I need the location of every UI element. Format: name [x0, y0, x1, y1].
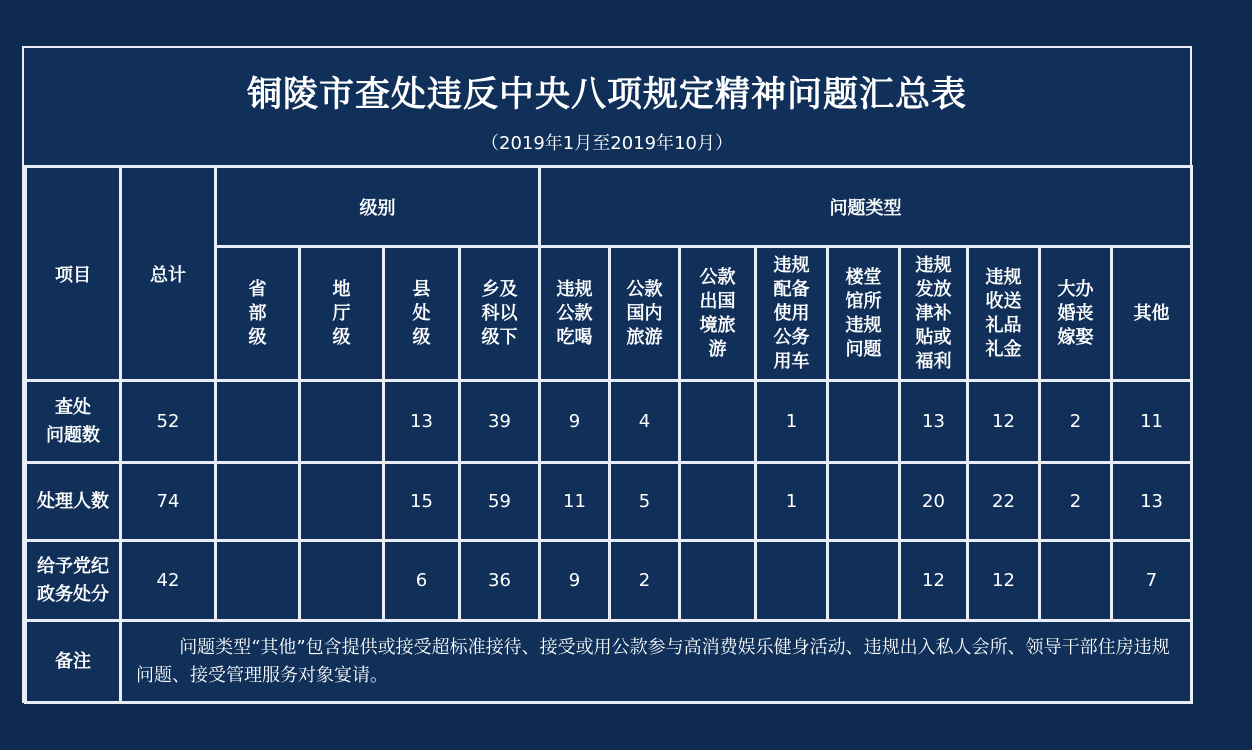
row-label: 查处 问题数 — [26, 381, 121, 463]
header-item: 项目 — [26, 167, 121, 381]
header-type-group: 问题类型 — [540, 167, 1192, 247]
type-cell: 2 — [610, 541, 680, 621]
type-cell: 9 — [540, 381, 610, 463]
header-level-3: 乡及 科以 级下 — [460, 247, 540, 381]
row-total-cell: 74 — [121, 463, 216, 541]
summary-table — [24, 165, 1193, 704]
type-cell: 7 — [1112, 541, 1192, 621]
header-type-1: 公款 国内 旅游 — [610, 247, 680, 381]
type-cell — [680, 541, 756, 621]
level-cell — [300, 463, 384, 541]
type-cell: 1 — [756, 381, 828, 463]
note-text: 问题类型“其他”包含提供或接受超标准接待、接受或用公款参与高消费娱乐健身活动、违规出入私人会所、领导干部住房违规问题、接受管理服务对象宴请。 — [121, 621, 1192, 703]
note-label: 备注 — [26, 621, 121, 703]
level-cell: 15 — [384, 463, 460, 541]
type-cell — [680, 463, 756, 541]
header-level-1: 地 厅 级 — [300, 247, 384, 381]
type-cell — [756, 541, 828, 621]
row-label: 处理人数 — [26, 463, 121, 541]
level-cell — [300, 381, 384, 463]
summary-table-frame — [22, 46, 1192, 703]
row-total-cell: 42 — [121, 541, 216, 621]
level-cell — [216, 463, 300, 541]
type-cell: 13 — [1112, 463, 1192, 541]
type-cell: 11 — [540, 463, 610, 541]
table-title: 铜陵市查处违反中央八项规定精神问题汇总表 — [246, 75, 967, 115]
header-level-group: 级别 — [216, 167, 540, 247]
level-cell: 6 — [384, 541, 460, 621]
type-cell: 9 — [540, 541, 610, 621]
level-cell: 59 — [460, 463, 540, 541]
table-subtitle: （2019年1月至2019年10月） — [481, 133, 733, 154]
type-cell: 2 — [1040, 463, 1112, 541]
header-type-3: 违规 配备 使用 公务 用车 — [756, 247, 828, 381]
type-cell: 11 — [1112, 381, 1192, 463]
header-type-5: 违规 发放 津补 贴或 福利 — [900, 247, 968, 381]
row-total-cell: 52 — [121, 381, 216, 463]
row-label: 给予党纪 政务处分 — [26, 541, 121, 621]
type-cell — [828, 463, 900, 541]
header-total: 总计 — [121, 167, 216, 381]
header-type-0: 违规 公款 吃喝 — [540, 247, 610, 381]
type-cell: 20 — [900, 463, 968, 541]
level-cell: 13 — [384, 381, 460, 463]
header-level-0: 省 部 级 — [216, 247, 300, 381]
level-cell: 36 — [460, 541, 540, 621]
type-cell: 2 — [1040, 381, 1112, 463]
title-block — [24, 48, 1190, 168]
type-cell — [828, 541, 900, 621]
type-cell: 13 — [900, 381, 968, 463]
type-cell: 4 — [610, 381, 680, 463]
header-type-4: 楼堂 馆所 违规 问题 — [828, 247, 900, 381]
type-cell — [1040, 541, 1112, 621]
type-cell: 12 — [968, 381, 1040, 463]
level-cell: 39 — [460, 381, 540, 463]
header-type-6: 违规 收送 礼品 礼金 — [968, 247, 1040, 381]
type-cell — [680, 381, 756, 463]
level-cell — [300, 541, 384, 621]
type-cell: 1 — [756, 463, 828, 541]
level-cell — [216, 541, 300, 621]
header-type-8: 其他 — [1112, 247, 1192, 381]
type-cell: 22 — [968, 463, 1040, 541]
level-cell — [216, 381, 300, 463]
type-cell: 5 — [610, 463, 680, 541]
type-cell: 12 — [900, 541, 968, 621]
type-cell — [828, 381, 900, 463]
header-type-7: 大办 婚丧 嫁娶 — [1040, 247, 1112, 381]
header-level-2: 县 处 级 — [384, 247, 460, 381]
type-cell: 12 — [968, 541, 1040, 621]
header-type-2: 公款 出国 境旅 游 — [680, 247, 756, 381]
